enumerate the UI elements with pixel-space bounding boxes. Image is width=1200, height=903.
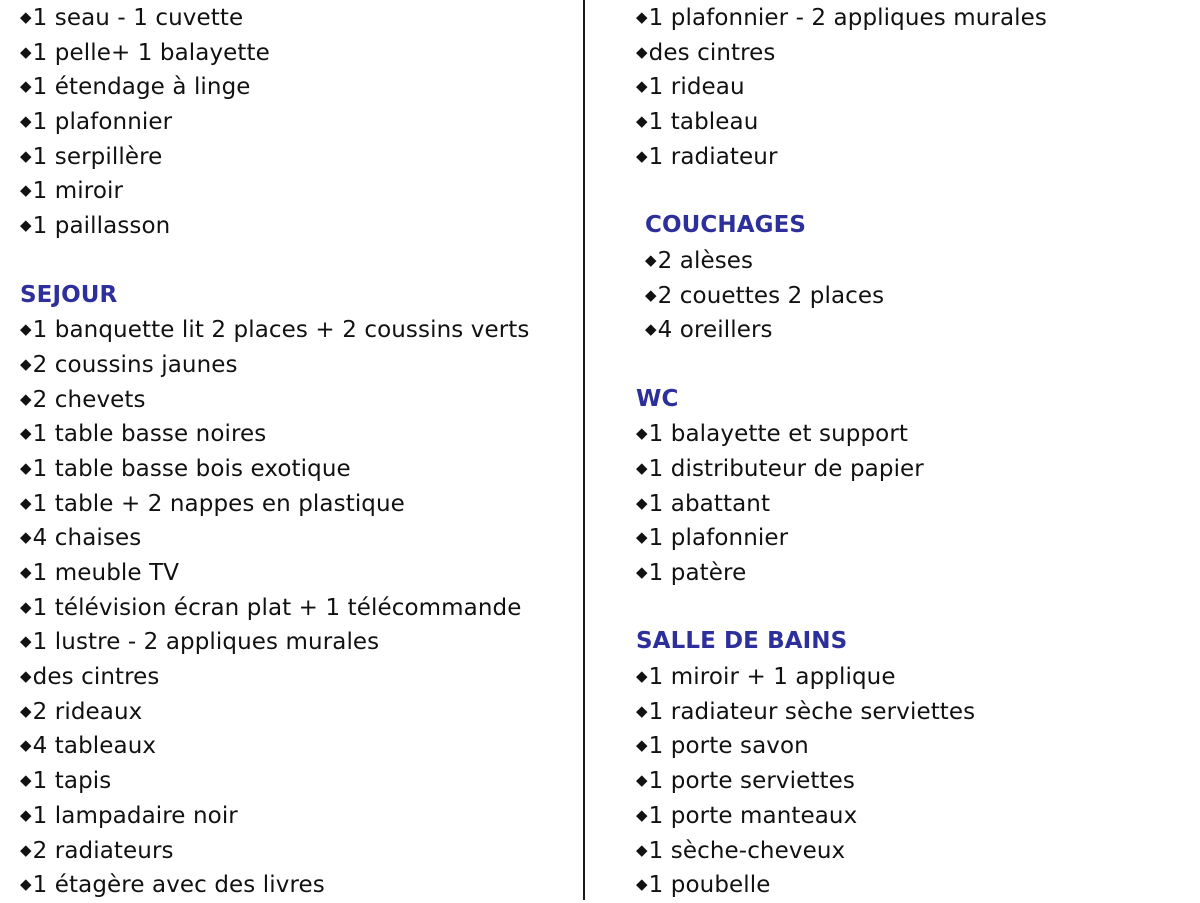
item-text: 1 banquette lit 2 places + 2 coussins verts bbox=[32, 317, 530, 344]
spacer bbox=[636, 347, 1196, 382]
diamond-bullet-icon: ◆ bbox=[636, 493, 648, 512]
list-item bbox=[645, 312, 1196, 347]
item-text: 4 oreillers bbox=[657, 317, 773, 344]
column-divider bbox=[583, 0, 585, 900]
item-text: 1 étendage à linge bbox=[32, 74, 251, 101]
diamond-bullet-icon: ◆ bbox=[636, 42, 648, 61]
sejour-list bbox=[20, 312, 580, 902]
item-text: 1 table basse noires bbox=[32, 421, 267, 448]
list-item bbox=[20, 208, 580, 243]
item-text: 1 radiateur sèche serviettes bbox=[648, 698, 976, 725]
list-item bbox=[20, 139, 580, 174]
item-text: 1 poubelle bbox=[648, 872, 771, 899]
section-title-couchages: COUCHAGES bbox=[645, 212, 807, 239]
item-text: 2 chevets bbox=[32, 386, 146, 413]
list-item bbox=[20, 451, 580, 486]
list-item bbox=[20, 69, 580, 104]
diamond-bullet-icon: ◆ bbox=[20, 424, 32, 443]
section-title-salle-de-bains: SALLE DE BAINS bbox=[636, 628, 848, 655]
list-item bbox=[636, 867, 1196, 902]
list-item bbox=[20, 590, 580, 625]
item-text: 1 meuble TV bbox=[32, 560, 180, 586]
wc-list bbox=[636, 416, 1196, 589]
diamond-bullet-icon: ◆ bbox=[20, 354, 32, 373]
item-text: 2 alèses bbox=[657, 247, 754, 274]
diamond-bullet-icon: ◆ bbox=[20, 701, 32, 720]
list-item bbox=[20, 416, 580, 451]
diamond-bullet-icon: ◆ bbox=[636, 424, 648, 443]
left-column bbox=[20, 0, 580, 902]
item-text: 2 rideaux bbox=[32, 698, 143, 725]
list-item bbox=[20, 555, 580, 590]
diamond-bullet-icon: ◆ bbox=[636, 563, 648, 581]
list-item bbox=[636, 35, 1196, 70]
list-item bbox=[20, 659, 580, 694]
salle-de-bains-list bbox=[636, 659, 1196, 902]
diamond-bullet-icon: ◆ bbox=[20, 771, 32, 790]
diamond-bullet-icon: ◆ bbox=[20, 216, 32, 235]
list-item bbox=[20, 624, 580, 659]
diamond-bullet-icon: ◆ bbox=[20, 181, 32, 200]
item-text: des cintres bbox=[32, 664, 160, 691]
diamond-bullet-icon: ◆ bbox=[636, 528, 648, 547]
diamond-bullet-icon: ◆ bbox=[20, 389, 32, 408]
list-item bbox=[636, 69, 1196, 104]
list-item bbox=[636, 520, 1196, 555]
list-item bbox=[20, 35, 580, 70]
item-text: 1 sèche-cheveux bbox=[648, 837, 846, 864]
diamond-bullet-icon: ◆ bbox=[636, 805, 648, 824]
diamond-bullet-icon: ◆ bbox=[20, 805, 32, 824]
item-text: 1 tableau bbox=[648, 109, 759, 136]
list-item bbox=[20, 833, 580, 868]
list-item bbox=[636, 416, 1196, 451]
list-item bbox=[20, 312, 580, 347]
list-item bbox=[636, 763, 1196, 798]
diamond-bullet-icon: ◆ bbox=[20, 840, 32, 859]
item-text: 1 miroir + 1 applique bbox=[648, 664, 896, 691]
diamond-bullet-icon: ◆ bbox=[20, 458, 32, 477]
diamond-bullet-icon: ◆ bbox=[645, 320, 657, 339]
section-title-wc: WC bbox=[636, 385, 679, 412]
item-text: 1 rideau bbox=[648, 74, 745, 101]
diamond-bullet-icon: ◆ bbox=[20, 528, 32, 547]
diamond-bullet-icon: ◆ bbox=[20, 736, 32, 755]
diamond-bullet-icon: ◆ bbox=[20, 320, 32, 339]
item-text: 1 seau - 1 cuvette bbox=[32, 5, 244, 31]
list-item bbox=[20, 104, 580, 139]
item-text: 1 table + 2 nappes en plastique bbox=[32, 490, 405, 517]
diamond-bullet-icon: ◆ bbox=[636, 840, 648, 859]
item-text: 1 pelle+ 1 balayette bbox=[32, 39, 270, 66]
item-text: 2 radiateurs bbox=[32, 837, 174, 864]
section-title-sejour: SEJOUR bbox=[20, 281, 118, 308]
diamond-bullet-icon: ◆ bbox=[645, 250, 657, 269]
item-text: 1 abattant bbox=[648, 490, 771, 517]
diamond-bullet-icon: ◆ bbox=[636, 667, 648, 686]
item-text: 1 table basse bois exotique bbox=[32, 455, 351, 482]
spacer bbox=[636, 173, 1196, 208]
list-item bbox=[20, 0, 580, 35]
item-text: 1 lustre - 2 appliques murales bbox=[32, 629, 380, 656]
item-text: 4 chaises bbox=[32, 525, 142, 552]
item-text: 1 plafonnier bbox=[32, 109, 173, 136]
right-column bbox=[636, 0, 1196, 902]
list-item bbox=[636, 139, 1196, 174]
item-text: 1 miroir bbox=[32, 178, 124, 205]
diamond-bullet-icon: ◆ bbox=[636, 701, 648, 720]
item-text: 1 distributeur de papier bbox=[648, 455, 924, 482]
list-item bbox=[20, 173, 580, 208]
list-item bbox=[645, 243, 1196, 278]
item-text: 1 lampadaire noir bbox=[32, 802, 238, 829]
diamond-bullet-icon: ◆ bbox=[20, 77, 32, 96]
item-text: 1 porte serviettes bbox=[648, 768, 855, 795]
entry-list bbox=[20, 0, 580, 243]
diamond-bullet-icon: ◆ bbox=[20, 563, 32, 581]
list-item bbox=[636, 486, 1196, 521]
list-item bbox=[20, 694, 580, 729]
spacer bbox=[636, 590, 1196, 625]
diamond-bullet-icon: ◆ bbox=[636, 875, 648, 894]
item-text: 1 paillasson bbox=[32, 213, 171, 240]
list-item bbox=[20, 798, 580, 833]
item-text: 1 télévision écran plat + 1 télécommande bbox=[32, 594, 522, 621]
item-text: 1 plafonnier bbox=[648, 525, 789, 552]
diamond-bullet-icon: ◆ bbox=[636, 8, 648, 26]
list-item bbox=[20, 520, 580, 555]
spacer bbox=[20, 243, 580, 278]
diamond-bullet-icon: ◆ bbox=[20, 146, 32, 165]
list-item bbox=[636, 0, 1196, 35]
diamond-bullet-icon: ◆ bbox=[20, 493, 32, 512]
list-item bbox=[636, 104, 1196, 139]
diamond-bullet-icon: ◆ bbox=[636, 736, 648, 755]
item-text: 1 radiateur bbox=[648, 143, 778, 170]
diamond-bullet-icon: ◆ bbox=[20, 632, 32, 651]
diamond-bullet-icon: ◆ bbox=[20, 42, 32, 61]
list-item bbox=[636, 659, 1196, 694]
list-item bbox=[20, 763, 580, 798]
item-text: des cintres bbox=[648, 39, 776, 66]
list-item bbox=[636, 555, 1196, 590]
diamond-bullet-icon: ◆ bbox=[645, 285, 657, 304]
diamond-bullet-icon: ◆ bbox=[20, 667, 32, 686]
room-list bbox=[636, 0, 1196, 173]
item-text: 1 serpillère bbox=[32, 143, 163, 170]
diamond-bullet-icon: ◆ bbox=[20, 597, 32, 616]
couchages-list bbox=[636, 243, 1196, 347]
item-text: 1 patère bbox=[648, 560, 747, 586]
list-item bbox=[20, 382, 580, 417]
item-text: 1 étagère avec des livres bbox=[32, 872, 325, 899]
list-item bbox=[636, 451, 1196, 486]
diamond-bullet-icon: ◆ bbox=[20, 8, 32, 26]
list-item bbox=[645, 278, 1196, 313]
item-text: 2 couettes 2 places bbox=[657, 282, 885, 309]
item-text: 2 coussins jaunes bbox=[32, 351, 238, 378]
list-item bbox=[636, 728, 1196, 763]
list-item bbox=[20, 347, 580, 382]
item-text: 1 porte savon bbox=[648, 733, 809, 760]
list-item bbox=[636, 798, 1196, 833]
item-text: 1 plafonnier - 2 appliques murales bbox=[648, 5, 1048, 31]
diamond-bullet-icon: ◆ bbox=[20, 112, 32, 131]
item-text: 1 tapis bbox=[32, 768, 112, 795]
item-text: 4 tableaux bbox=[32, 733, 157, 760]
diamond-bullet-icon: ◆ bbox=[636, 146, 648, 165]
list-item bbox=[636, 833, 1196, 868]
list-item bbox=[20, 867, 580, 902]
diamond-bullet-icon: ◆ bbox=[636, 458, 648, 477]
item-text: 1 balayette et support bbox=[648, 421, 909, 448]
item-text: 1 porte manteaux bbox=[648, 802, 858, 829]
diamond-bullet-icon: ◆ bbox=[636, 771, 648, 790]
list-item bbox=[636, 694, 1196, 729]
diamond-bullet-icon: ◆ bbox=[20, 875, 32, 894]
diamond-bullet-icon: ◆ bbox=[636, 77, 648, 96]
diamond-bullet-icon: ◆ bbox=[636, 112, 648, 131]
list-item bbox=[20, 486, 580, 521]
list-item bbox=[20, 728, 580, 763]
